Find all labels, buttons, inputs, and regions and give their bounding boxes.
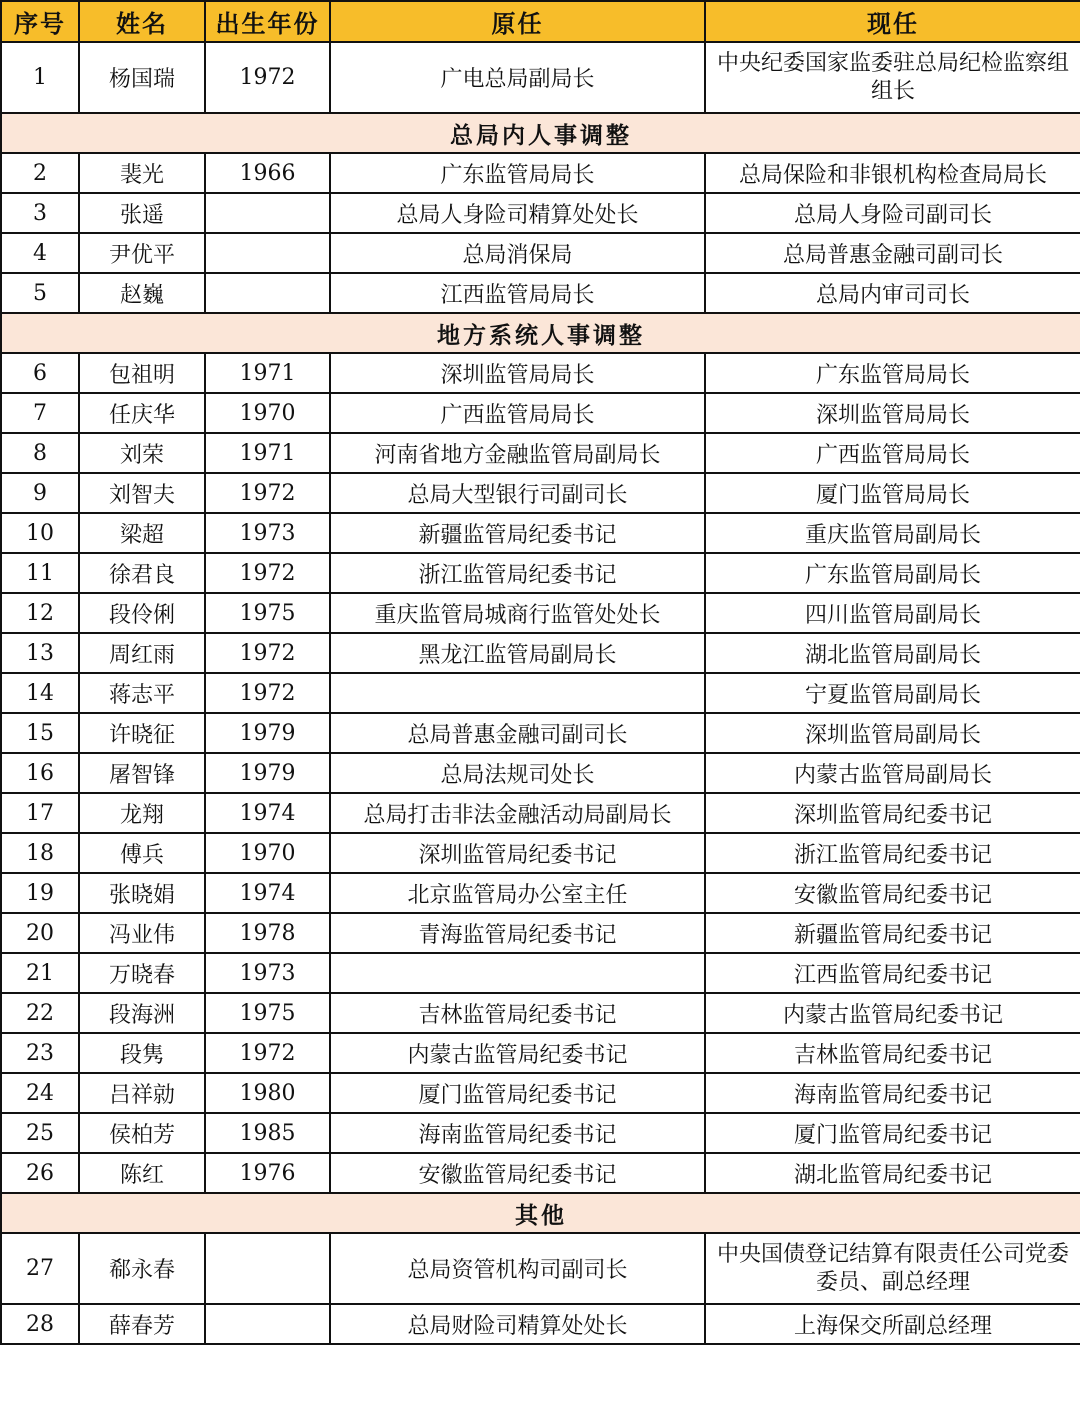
row-index-cell: 24	[1, 1073, 79, 1113]
current-post-cell: 中央国债登记结算有限责任公司党委委员、副总经理	[705, 1233, 1080, 1304]
row-index-cell: 6	[1, 353, 79, 393]
person-name-cell: 包祖明	[79, 353, 205, 393]
table-row	[1, 753, 1080, 793]
birth-year-cell: 1971	[205, 433, 330, 473]
table-row	[1, 953, 1080, 993]
person-name-cell: 尹优平	[79, 233, 205, 273]
row-index-cell: 5	[1, 273, 79, 313]
row-index-cell: 7	[1, 393, 79, 433]
previous-post-cell: 总局人身险司精算处处长	[330, 193, 705, 233]
header-index: 序号	[1, 1, 79, 42]
row-index-cell: 13	[1, 633, 79, 673]
row-index-cell: 17	[1, 793, 79, 833]
table-row	[1, 673, 1080, 713]
previous-post-cell: 广西监管局局长	[330, 393, 705, 433]
row-index-cell: 8	[1, 433, 79, 473]
table-row	[1, 553, 1080, 593]
previous-post-cell: 浙江监管局纪委书记	[330, 553, 705, 593]
current-post-cell: 江西监管局纪委书记	[705, 953, 1080, 993]
previous-post-cell: 深圳监管局局长	[330, 353, 705, 393]
row-index-cell: 4	[1, 233, 79, 273]
previous-post-cell: 厦门监管局纪委书记	[330, 1073, 705, 1113]
table-row	[1, 833, 1080, 873]
table-body	[1, 42, 1080, 1344]
row-index-cell: 16	[1, 753, 79, 793]
row-index-cell: 23	[1, 1033, 79, 1073]
row-index-cell: 11	[1, 553, 79, 593]
previous-post-cell: 总局资管机构司副司长	[330, 1233, 705, 1304]
row-index-cell: 12	[1, 593, 79, 633]
current-post-cell: 深圳监管局纪委书记	[705, 793, 1080, 833]
header-name: 姓名	[79, 1, 205, 42]
previous-post-cell: 广东监管局局长	[330, 153, 705, 193]
birth-year-cell	[205, 233, 330, 273]
previous-post-cell: 总局财险司精算处处长	[330, 1304, 705, 1344]
person-name-cell: 赵巍	[79, 273, 205, 313]
current-post-cell: 新疆监管局纪委书记	[705, 913, 1080, 953]
current-post-cell: 四川监管局副局长	[705, 593, 1080, 633]
current-post-cell: 总局普惠金融司副司长	[705, 233, 1080, 273]
table-row	[1, 993, 1080, 1033]
current-post-cell: 湖北监管局副局长	[705, 633, 1080, 673]
table-row	[1, 233, 1080, 273]
table-row	[1, 353, 1080, 393]
birth-year-cell	[205, 1304, 330, 1344]
person-name-cell: 龙翔	[79, 793, 205, 833]
row-index-cell: 9	[1, 473, 79, 513]
current-post-cell: 厦门监管局纪委书记	[705, 1113, 1080, 1153]
table-row	[1, 633, 1080, 673]
current-post-cell: 宁夏监管局副局长	[705, 673, 1080, 713]
previous-post-cell: 总局打击非法金融活动局副局长	[330, 793, 705, 833]
birth-year-cell: 1972	[205, 1033, 330, 1073]
row-index-cell: 28	[1, 1304, 79, 1344]
current-post-cell: 总局内审司司长	[705, 273, 1080, 313]
table-row	[1, 1153, 1080, 1193]
table-row	[1, 1233, 1080, 1304]
person-name-cell: 薛春芳	[79, 1304, 205, 1344]
previous-post-cell: 新疆监管局纪委书记	[330, 513, 705, 553]
birth-year-cell: 1972	[205, 42, 330, 113]
row-index-cell: 15	[1, 713, 79, 753]
previous-post-cell: 吉林监管局纪委书记	[330, 993, 705, 1033]
row-index-cell: 26	[1, 1153, 79, 1193]
current-post-cell: 广西监管局局长	[705, 433, 1080, 473]
previous-post-cell: 河南省地方金融监管局副局长	[330, 433, 705, 473]
person-name-cell: 许晓征	[79, 713, 205, 753]
table-row	[1, 193, 1080, 233]
current-post-cell: 浙江监管局纪委书记	[705, 833, 1080, 873]
person-name-cell: 梁超	[79, 513, 205, 553]
birth-year-cell	[205, 1233, 330, 1304]
section-title: 总局内人事调整	[1, 113, 1080, 153]
previous-post-cell: 总局消保局	[330, 233, 705, 273]
table-row	[1, 713, 1080, 753]
current-post-cell: 总局保险和非银机构检查局局长	[705, 153, 1080, 193]
person-name-cell: 郗永春	[79, 1233, 205, 1304]
table-row	[1, 42, 1080, 113]
person-name-cell: 张遥	[79, 193, 205, 233]
table-row	[1, 1304, 1080, 1344]
current-post-cell: 内蒙古监管局副局长	[705, 753, 1080, 793]
table-row	[1, 273, 1080, 313]
previous-post-cell: 广电总局副局长	[330, 42, 705, 113]
table-header	[1, 1, 1080, 42]
person-name-cell: 杨国瑞	[79, 42, 205, 113]
table-row	[1, 873, 1080, 913]
current-post-cell: 厦门监管局局长	[705, 473, 1080, 513]
row-index-cell: 20	[1, 913, 79, 953]
person-name-cell: 傅兵	[79, 833, 205, 873]
birth-year-cell: 1975	[205, 993, 330, 1033]
previous-post-cell: 总局普惠金融司副司长	[330, 713, 705, 753]
table-row	[1, 153, 1080, 193]
row-index-cell: 1	[1, 42, 79, 113]
birth-year-cell: 1972	[205, 673, 330, 713]
birth-year-cell: 1976	[205, 1153, 330, 1193]
table-row	[1, 513, 1080, 553]
birth-year-cell: 1970	[205, 833, 330, 873]
previous-post-cell: 内蒙古监管局纪委书记	[330, 1033, 705, 1073]
birth-year-cell	[205, 273, 330, 313]
row-index-cell: 10	[1, 513, 79, 553]
row-index-cell: 19	[1, 873, 79, 913]
birth-year-cell: 1972	[205, 473, 330, 513]
current-post-cell: 重庆监管局副局长	[705, 513, 1080, 553]
person-name-cell: 陈红	[79, 1153, 205, 1193]
previous-post-cell: 黑龙江监管局副局长	[330, 633, 705, 673]
person-name-cell: 蒋志平	[79, 673, 205, 713]
current-post-cell: 海南监管局纪委书记	[705, 1073, 1080, 1113]
table-row	[1, 473, 1080, 513]
person-name-cell: 任庆华	[79, 393, 205, 433]
person-name-cell: 徐君良	[79, 553, 205, 593]
row-index-cell: 21	[1, 953, 79, 993]
birth-year-cell	[205, 193, 330, 233]
previous-post-cell: 海南监管局纪委书记	[330, 1113, 705, 1153]
row-index-cell: 22	[1, 993, 79, 1033]
current-post-cell: 安徽监管局纪委书记	[705, 873, 1080, 913]
person-name-cell: 屠智锋	[79, 753, 205, 793]
birth-year-cell: 1971	[205, 353, 330, 393]
person-name-cell: 刘荣	[79, 433, 205, 473]
birth-year-cell: 1985	[205, 1113, 330, 1153]
birth-year-cell: 1973	[205, 953, 330, 993]
row-index-cell: 14	[1, 673, 79, 713]
section-row	[1, 1193, 1080, 1233]
table-row	[1, 1033, 1080, 1073]
person-name-cell: 刘智夫	[79, 473, 205, 513]
table-row	[1, 1113, 1080, 1153]
previous-post-cell: 重庆监管局城商行监管处处长	[330, 593, 705, 633]
section-row	[1, 313, 1080, 353]
current-post-cell: 湖北监管局纪委书记	[705, 1153, 1080, 1193]
birth-year-cell: 1972	[205, 553, 330, 593]
previous-post-cell: 深圳监管局纪委书记	[330, 833, 705, 873]
current-post-cell: 吉林监管局纪委书记	[705, 1033, 1080, 1073]
birth-year-cell: 1979	[205, 753, 330, 793]
birth-year-cell: 1975	[205, 593, 330, 633]
header-birth-year: 出生年份	[205, 1, 330, 42]
current-post-cell: 内蒙古监管局纪委书记	[705, 993, 1080, 1033]
row-index-cell: 18	[1, 833, 79, 873]
birth-year-cell: 1972	[205, 633, 330, 673]
current-post-cell: 深圳监管局局长	[705, 393, 1080, 433]
person-name-cell: 万晓春	[79, 953, 205, 993]
person-name-cell: 冯业伟	[79, 913, 205, 953]
current-post-cell: 中央纪委国家监委驻总局纪检监察组组长	[705, 42, 1080, 113]
person-name-cell: 吕祥勍	[79, 1073, 205, 1113]
header-previous-post: 原任	[330, 1, 705, 42]
section-title: 地方系统人事调整	[1, 313, 1080, 353]
table-row	[1, 393, 1080, 433]
previous-post-cell: 青海监管局纪委书记	[330, 913, 705, 953]
table-row	[1, 913, 1080, 953]
birth-year-cell: 1978	[205, 913, 330, 953]
previous-post-cell	[330, 953, 705, 993]
previous-post-cell: 北京监管局办公室主任	[330, 873, 705, 913]
birth-year-cell: 1974	[205, 873, 330, 913]
birth-year-cell: 1973	[205, 513, 330, 553]
person-name-cell: 段伶俐	[79, 593, 205, 633]
previous-post-cell: 江西监管局局长	[330, 273, 705, 313]
current-post-cell: 广东监管局局长	[705, 353, 1080, 393]
person-name-cell: 段海洲	[79, 993, 205, 1033]
table-row	[1, 793, 1080, 833]
table-row	[1, 1073, 1080, 1113]
person-name-cell: 段隽	[79, 1033, 205, 1073]
header-row	[1, 1, 1080, 42]
birth-year-cell: 1966	[205, 153, 330, 193]
birth-year-cell: 1979	[205, 713, 330, 753]
person-name-cell: 侯柏芳	[79, 1113, 205, 1153]
current-post-cell: 总局人身险司副司长	[705, 193, 1080, 233]
row-index-cell: 2	[1, 153, 79, 193]
table-row	[1, 593, 1080, 633]
previous-post-cell: 总局法规司处长	[330, 753, 705, 793]
row-index-cell: 27	[1, 1233, 79, 1304]
birth-year-cell: 1974	[205, 793, 330, 833]
current-post-cell: 广东监管局副局长	[705, 553, 1080, 593]
previous-post-cell: 安徽监管局纪委书记	[330, 1153, 705, 1193]
section-row	[1, 113, 1080, 153]
person-name-cell: 周红雨	[79, 633, 205, 673]
section-title: 其他	[1, 1193, 1080, 1233]
previous-post-cell: 总局大型银行司副司长	[330, 473, 705, 513]
previous-post-cell	[330, 673, 705, 713]
birth-year-cell: 1980	[205, 1073, 330, 1113]
current-post-cell: 上海保交所副总经理	[705, 1304, 1080, 1344]
person-name-cell: 裴光	[79, 153, 205, 193]
row-index-cell: 3	[1, 193, 79, 233]
row-index-cell: 25	[1, 1113, 79, 1153]
person-name-cell: 张晓娟	[79, 873, 205, 913]
current-post-cell: 深圳监管局副局长	[705, 713, 1080, 753]
table-row	[1, 433, 1080, 473]
birth-year-cell: 1970	[205, 393, 330, 433]
header-current-post: 现任	[705, 1, 1080, 42]
